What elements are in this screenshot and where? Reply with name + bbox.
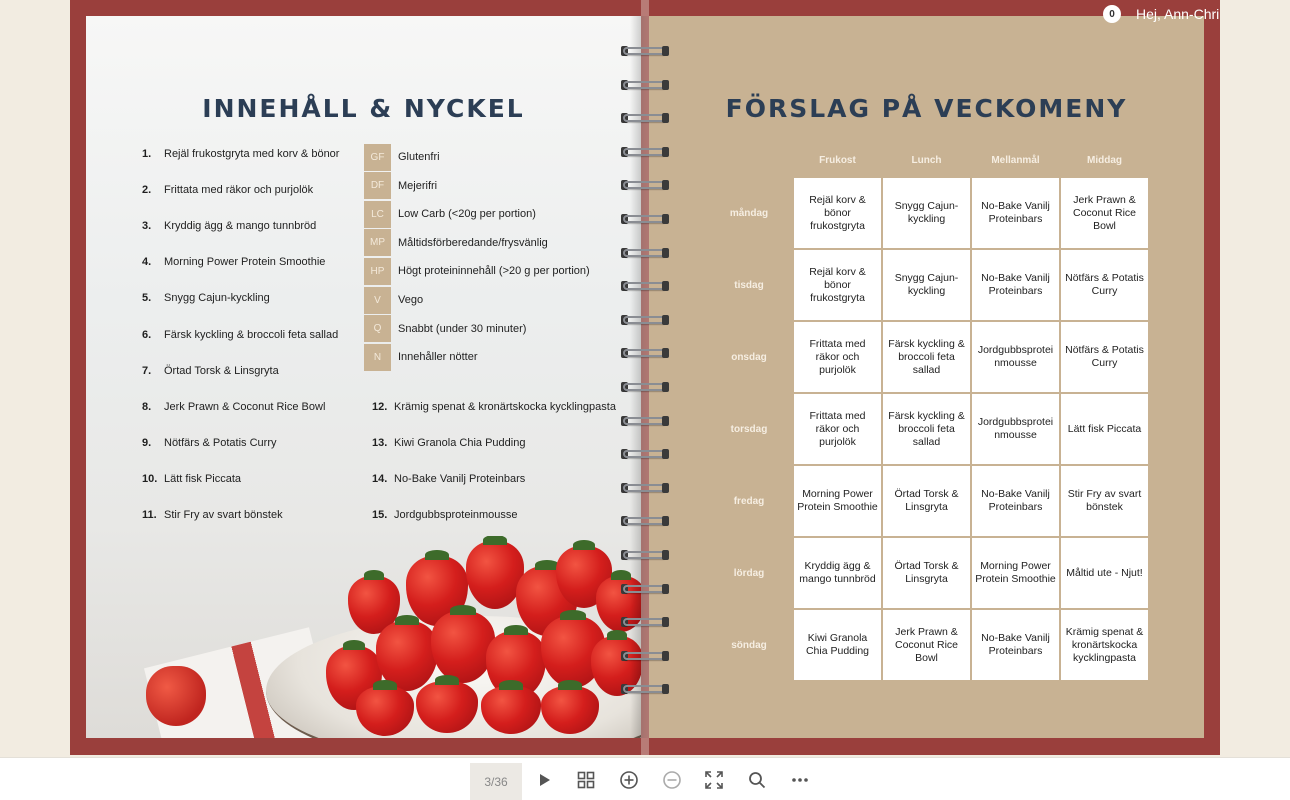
menu-cell: No-Bake Vanilj Proteinbars: [971, 465, 1060, 537]
legend-code-badge: DF: [364, 172, 391, 199]
menu-cell: Frittata med räkor och purjolök: [793, 321, 882, 393]
recipe-name: Krämig spenat & kronärtskocka kycklingpasta: [394, 401, 616, 413]
legend-label: Low Carb (<20g per portion): [398, 208, 536, 221]
legend-item: [364, 200, 624, 228]
recipe-number: 10.: [142, 472, 158, 485]
table-row: [705, 537, 1149, 609]
menu-cell: Rejäl korv & bönor frukostgryta: [793, 177, 882, 249]
menu-cell: Måltid ute - Njut!: [1060, 537, 1149, 609]
recipe-number: 13.: [372, 437, 388, 450]
strawberry-photo: [86, 536, 641, 738]
legend-code-badge: N: [364, 344, 391, 371]
recipe-number: 14.: [372, 473, 388, 486]
recipe-name: Kiwi Granola Chia Pudding: [394, 437, 526, 450]
recipe-list-item: [142, 184, 313, 196]
spiral-ring: [621, 548, 671, 562]
recipe-number: 6.: [142, 328, 152, 341]
spiral-ring: [621, 246, 671, 260]
day-label: måndag: [705, 177, 793, 249]
day-label: tisdag: [705, 249, 793, 321]
menu-cell: Jerk Prawn & Coconut Rice Bowl: [1060, 177, 1149, 249]
recipe-number: 8.: [142, 400, 152, 413]
legend-item: [364, 229, 624, 257]
recipe-number: 7.: [142, 364, 152, 377]
recipe-number: 2.: [142, 184, 152, 197]
page-right: [649, 16, 1204, 738]
recipe-name: Färsk kyckling & broccoli feta sallad: [164, 328, 339, 341]
page-left: [86, 16, 641, 738]
menu-cell: Morning Power Protein Smoothie: [971, 537, 1060, 609]
viewer-toolbar: [0, 757, 1290, 800]
recipe-name: Örtad Torsk & Linsgryta: [164, 364, 279, 377]
spiral-ring: [621, 44, 671, 58]
spiral-ring: [621, 111, 671, 125]
recipe-name: Nötfärs & Potatis Curry: [164, 436, 277, 449]
page-counter[interactable]: 3/36: [470, 763, 522, 800]
spiral-ring: [621, 78, 671, 92]
legend-label: Mejerifri: [398, 179, 438, 192]
menu-cell: Snygg Cajun-kyckling: [882, 249, 971, 321]
column-header: Lunch: [882, 143, 971, 177]
menu-cell: Morning Power Protein Smoothie: [793, 465, 882, 537]
column-header: Frukost: [793, 143, 882, 177]
recipe-list-item: [142, 437, 276, 449]
menu-cell: Lätt fisk Piccata: [1060, 393, 1149, 465]
table-corner: [705, 143, 793, 177]
legend-code-badge: GF: [364, 144, 391, 171]
recipe-list-item: [142, 329, 338, 341]
recipe-number: 1.: [142, 148, 152, 160]
legend-item: [364, 343, 624, 371]
recipe-list-item: [142, 509, 283, 521]
recipe-name: Kryddig ägg & mango tunnbröd: [164, 220, 317, 233]
recipe-name: Stir Fry av svart bönstek: [164, 509, 283, 521]
day-label: torsdag: [705, 393, 793, 465]
spiral-ring: [621, 615, 671, 629]
spiral-ring: [621, 380, 671, 394]
legend-code-badge: V: [364, 287, 391, 314]
menu-cell: No-Bake Vanilj Proteinbars: [971, 249, 1060, 321]
notification-badge[interactable]: 0: [1103, 5, 1121, 23]
day-label: fredag: [705, 465, 793, 537]
menu-cell: Örtad Torsk & Linsgryta: [882, 465, 971, 537]
recipe-number: 3.: [142, 220, 152, 233]
search-icon[interactable]: [744, 767, 770, 793]
recipe-list-item: [142, 256, 325, 268]
table-row: [705, 249, 1149, 321]
menu-cell: Färsk kyckling & broccoli feta sallad: [882, 321, 971, 393]
legend-label: Glutenfri: [398, 151, 440, 163]
menu-cell: Nötfärs & Potatis Curry: [1060, 321, 1149, 393]
recipe-number: 15.: [372, 509, 388, 522]
menu-cell: Frittata med räkor och purjolök: [793, 393, 882, 465]
day-label: söndag: [705, 609, 793, 681]
legend-item: [364, 257, 624, 285]
spiral-ring: [621, 145, 671, 159]
recipe-list-item: [142, 148, 339, 160]
legend-item: [364, 286, 624, 314]
loose-strawberry: [146, 666, 206, 726]
legend-code-badge: LC: [364, 201, 391, 228]
spiral-ring: [621, 279, 671, 293]
menu-cell: Jordgubbsprotei nmousse: [971, 321, 1060, 393]
legend-item: [364, 315, 624, 343]
recipe-name: Frittata med räkor och purjolök: [164, 184, 314, 197]
menu-cell: Jordgubbsprotei nmousse: [971, 393, 1060, 465]
recipe-number: 9.: [142, 436, 152, 449]
table-row: [705, 393, 1149, 465]
legend-item: [364, 143, 624, 171]
page-title-right: FÖRSLAG PÅ VECKOMENY: [725, 94, 1128, 123]
spiral-ring: [621, 649, 671, 663]
spiral-ring: [621, 178, 671, 192]
menu-cell: Nötfärs & Potatis Curry: [1060, 249, 1149, 321]
fullscreen-icon[interactable]: [701, 767, 727, 793]
recipe-name: Morning Power Protein Smoothie: [164, 256, 326, 269]
menu-cell: Kryddig ägg & mango tunnbröd: [793, 537, 882, 609]
recipe-list-item: [372, 473, 525, 485]
recipe-list-item: [142, 292, 270, 304]
menu-cell: Örtad Torsk & Linsgryta: [882, 537, 971, 609]
legend-label: Högt proteininnehåll (>20 g per portion): [398, 265, 590, 278]
recipe-number: 11.: [142, 509, 157, 521]
recipe-number: 4.: [142, 256, 152, 269]
spiral-ring: [621, 682, 671, 696]
spiral-ring: [621, 514, 671, 528]
menu-cell: Jerk Prawn & Coconut Rice Bowl: [882, 609, 971, 681]
recipe-name: Snygg Cajun-kyckling: [164, 292, 270, 305]
menu-cell: Snygg Cajun-kyckling: [882, 177, 971, 249]
zoom-out-icon[interactable]: [659, 767, 685, 793]
day-label: lördag: [705, 537, 793, 609]
spiral-ring: [621, 582, 671, 596]
legend-item: [364, 172, 624, 200]
column-header: Mellanmål: [971, 143, 1060, 177]
spiral-ring: [621, 313, 671, 327]
menu-cell: Stir Fry av svart bönstek: [1060, 465, 1149, 537]
greeting-text[interactable]: Hej, Ann-Chri: [1136, 6, 1220, 22]
spiral-ring: [621, 346, 671, 360]
recipe-list-item: [142, 365, 279, 377]
play-icon[interactable]: [531, 767, 557, 793]
recipe-name: Jordgubbsproteinmousse: [394, 509, 518, 522]
spiral-ring: [621, 447, 671, 461]
spiral-ring: [621, 212, 671, 226]
legend-label: Måltidsförberedande/frysvänlig: [398, 236, 548, 249]
day-label: onsdag: [705, 321, 793, 393]
column-header: Middag: [1060, 143, 1149, 177]
grid-icon[interactable]: [573, 767, 599, 793]
spiral-ring: [621, 414, 671, 428]
recipe-list-item: [142, 401, 325, 413]
recipe-name: Jerk Prawn & Coconut Rice Bowl: [164, 400, 326, 413]
legend-code-badge: Q: [364, 315, 391, 342]
spiral-binding: [621, 44, 673, 714]
table-row: [705, 465, 1149, 537]
menu-cell: Kiwi Granola Chia Pudding: [793, 609, 882, 681]
weekly-menu-table: [704, 142, 1150, 682]
menu-cell: Krämig spenat & kronärtskocka kycklingpasta: [1060, 609, 1149, 681]
recipe-list-item: [142, 220, 316, 232]
recipe-list-item: [142, 473, 241, 485]
menu-cell: Färsk kyckling & broccoli feta sallad: [882, 393, 971, 465]
legend-label: Vego: [398, 294, 424, 306]
legend-code-badge: MP: [364, 229, 391, 256]
recipe-name: Rejäl frukostgryta med korv & bönor: [164, 148, 340, 160]
zoom-in-icon[interactable]: [616, 767, 642, 793]
recipe-name: No-Bake Vanilj Proteinbars: [394, 473, 526, 486]
user-greeting[interactable]: [1103, 5, 1219, 23]
more-icon[interactable]: [787, 767, 813, 793]
recipe-list-item: [372, 437, 525, 449]
table-row: [705, 609, 1149, 681]
table-row: [705, 321, 1149, 393]
menu-cell: No-Bake Vanilj Proteinbars: [971, 609, 1060, 681]
recipe-number: 12.: [372, 401, 388, 413]
legend-label: Innehåller nötter: [398, 351, 478, 364]
recipe-list-item: [372, 401, 616, 413]
menu-cell: Rejäl korv & bönor frukostgryta: [793, 249, 882, 321]
legend-code-badge: HP: [364, 258, 391, 285]
recipe-name: Lätt fisk Piccata: [164, 472, 242, 485]
page-title-left: INNEHÅLL & NYCKEL: [202, 94, 525, 123]
recipe-number: 5.: [142, 292, 152, 305]
legend-label: Snabbt (under 30 minuter): [398, 322, 527, 335]
recipe-list-item: [372, 509, 518, 521]
spiral-ring: [621, 481, 671, 495]
table-row: [705, 177, 1149, 249]
menu-cell: No-Bake Vanilj Proteinbars: [971, 177, 1060, 249]
